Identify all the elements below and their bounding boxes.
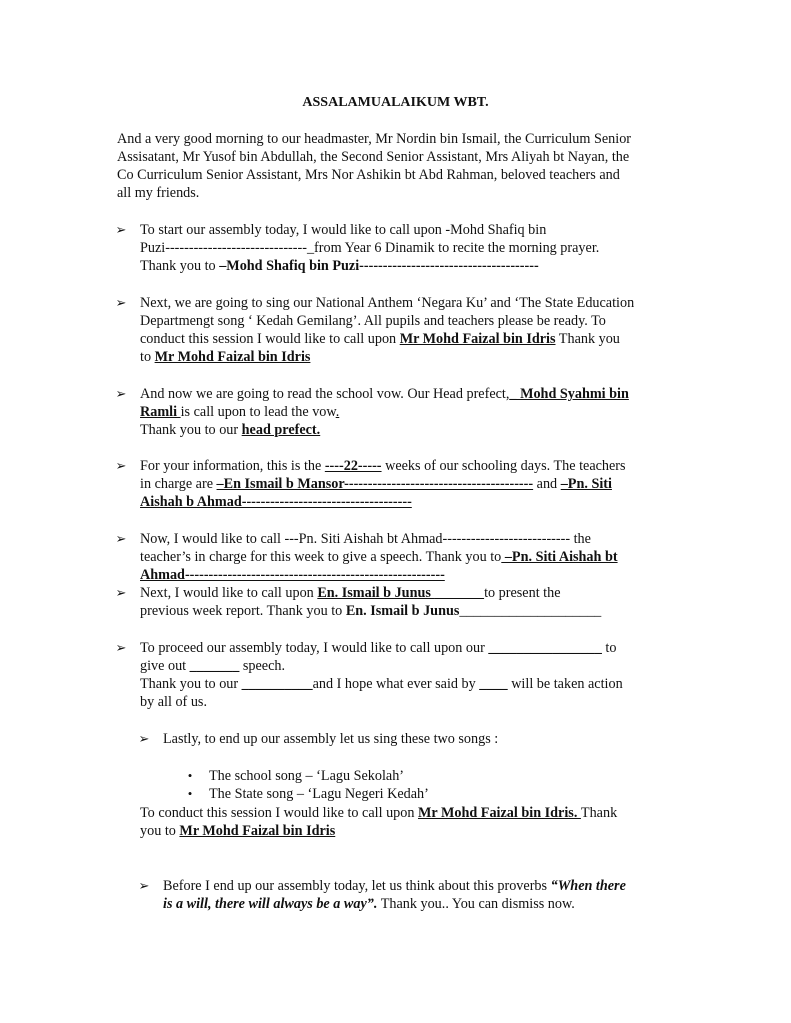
text: Before I end up our assembly today, let us think about this proverbs bbox=[163, 878, 551, 894]
text: Thank you to our bbox=[140, 422, 242, 438]
text: to bbox=[601, 640, 617, 656]
item-1-line-1: To start our assembly today, I would like to call upon -Mohd Shafiq bin bbox=[140, 222, 547, 238]
text: in charge are bbox=[140, 476, 217, 492]
head-prefect-label: head prefect. bbox=[241, 422, 321, 438]
bullet-dot-icon: • bbox=[187, 768, 193, 783]
text: to present the bbox=[484, 585, 561, 601]
text: previous week report. Thank you to bbox=[140, 603, 346, 619]
intro-line-1: And a very good morning to our headmaster, Mr Nordin bin Ismail, the Curriculum Senior bbox=[117, 131, 632, 147]
arrow-bullet-icon: ➢ bbox=[115, 222, 127, 237]
anthem-conductor-name: Mr Mohd Faizal bin Idris bbox=[154, 349, 311, 365]
speech-teacher-name: Ahmad------------------------------------------------------- bbox=[140, 567, 445, 583]
item-4-line-1 bbox=[140, 457, 626, 475]
text: For your information, this is the bbox=[140, 458, 325, 474]
report-teacher-name: En. Ismail b Junus bbox=[345, 603, 460, 619]
text: weeks of our schooling days. The teachers bbox=[381, 458, 626, 474]
intro-line-2: Assisatant, Mr Yusof bin Abdullah, the Second Senior Assistant, Mrs Aliyah bt Nayan, the bbox=[117, 149, 630, 165]
text: is call upon to lead the vow bbox=[180, 404, 336, 420]
text: you to bbox=[140, 823, 180, 839]
item-5-line-3 bbox=[140, 566, 445, 584]
item-3-line-1 bbox=[140, 385, 629, 403]
item-1-line-3 bbox=[140, 257, 539, 275]
item-4-line-3 bbox=[140, 493, 412, 511]
item-6-line-1 bbox=[140, 584, 561, 602]
teacher-in-charge-2: Aishah b Ahmad------------------------------------ bbox=[140, 494, 412, 510]
blank-line: ____________________ bbox=[459, 603, 602, 619]
arrow-bullet-icon: ➢ bbox=[138, 731, 150, 746]
blank-line: ____ bbox=[479, 676, 508, 692]
item-3-line-2 bbox=[140, 403, 339, 421]
text: To conduct this session I would like to call upon bbox=[140, 805, 418, 821]
song-1: The school song – ‘Lagu Sekolah’ bbox=[209, 768, 405, 784]
text: give out bbox=[140, 658, 190, 674]
item-7-line-2 bbox=[140, 657, 285, 675]
item-2-line-1: Next, we are going to sing our National Anthem ‘Negara Ku’ and ‘The State Education bbox=[140, 295, 635, 311]
text: And now we are going to read the school vow. Our Head prefect, bbox=[140, 386, 510, 402]
bullet-dot-icon: • bbox=[187, 786, 193, 801]
anthem-conductor-name: Mr Mohd Faizal bin Idris bbox=[399, 331, 556, 347]
item-9-line-2 bbox=[163, 895, 575, 913]
blank-line: _______ bbox=[189, 658, 240, 674]
text: Thank you bbox=[555, 331, 620, 347]
text: Thank you.. You can dismiss now. bbox=[377, 896, 575, 912]
prayer-reader-name: –Mohd Shafiq bin Puzi-------------------------------------- bbox=[219, 258, 539, 274]
text: and I hope what ever said by bbox=[312, 676, 480, 692]
head-prefect-name: _ Mohd Syahmi bin bbox=[509, 386, 629, 402]
text: Thank bbox=[580, 805, 618, 821]
item-7-line-1 bbox=[140, 639, 616, 657]
songs-conductor-name: Mr Mohd Faizal bin Idris bbox=[179, 823, 336, 839]
text: conduct this session I would like to call upon bbox=[140, 331, 400, 347]
speech-teacher-name: –Pn. Siti Aishah bt bbox=[501, 549, 618, 565]
text: to bbox=[140, 349, 155, 365]
report-teacher-name: En. Ismail b Junus bbox=[317, 585, 435, 601]
text: Thank you to our bbox=[140, 676, 242, 692]
item-1-line-2: Puzi------------------------------_from Year 6 Dinamik to recite the morning prayer. bbox=[140, 240, 600, 256]
teacher-in-charge-1: –En Ismail b Mansor---------------------------------------- bbox=[216, 476, 534, 492]
arrow-bullet-icon: ➢ bbox=[115, 295, 127, 310]
week-number: ----22----- bbox=[324, 458, 382, 474]
page-title: ASSALAMUALAIKUM WBT. bbox=[302, 95, 489, 110]
intro-line-3: Co Curriculum Senior Assistant, Mrs Nor Ashikin bt Abd Rahman, beloved teachers and bbox=[117, 167, 620, 183]
arrow-bullet-icon: ➢ bbox=[138, 878, 150, 893]
text: will be taken action bbox=[507, 676, 623, 692]
song-2: The State song – ‘Lagu Negeri Kedah’ bbox=[209, 786, 429, 802]
text: To proceed our assembly today, I would like to call upon our bbox=[140, 640, 489, 656]
blank-line bbox=[434, 585, 484, 601]
item-6-line-2 bbox=[140, 602, 601, 620]
intro-line-4: all my friends. bbox=[117, 185, 200, 201]
head-prefect-name: Ramli bbox=[140, 404, 181, 420]
item-2-line-4 bbox=[140, 348, 310, 366]
item-7-line-3 bbox=[140, 675, 623, 693]
proverb: is a will, there will always be a way”. bbox=[163, 896, 378, 912]
arrow-bullet-icon: ➢ bbox=[115, 640, 127, 655]
item-4-line-2 bbox=[140, 475, 612, 493]
item-8-line-3 bbox=[140, 822, 335, 840]
arrow-bullet-icon: ➢ bbox=[115, 386, 127, 401]
item-2-line-2: Departmengt song ‘ Kedah Gemilang’. All pupils and teachers please be ready. To bbox=[140, 313, 606, 329]
teacher-in-charge-2: –Pn. Siti bbox=[560, 476, 612, 492]
item-3-line-3 bbox=[140, 421, 320, 439]
item-5-line-1: Now, I would like to call ---Pn. Siti Aishah bt Ahmad--------------------------- the bbox=[140, 531, 591, 547]
arrow-bullet-icon: ➢ bbox=[115, 531, 127, 546]
blank-line: __________ bbox=[241, 676, 313, 692]
item-9-line-1 bbox=[163, 877, 626, 895]
text: teacher’s in charge for this week to give a speech. Thank you to bbox=[140, 549, 502, 565]
item-8-line-2 bbox=[140, 804, 617, 822]
text: . bbox=[335, 404, 340, 420]
item-7-line-4: by all of us. bbox=[140, 694, 207, 710]
blank-line: ________________ bbox=[488, 640, 602, 656]
arrow-bullet-icon: ➢ bbox=[115, 458, 127, 473]
text: Thank you to bbox=[140, 258, 220, 274]
proverb: “When there bbox=[550, 878, 626, 894]
item-5-line-2 bbox=[140, 548, 618, 566]
item-2-line-3 bbox=[140, 330, 620, 348]
item-8-line-1: Lastly, to end up our assembly let us sing these two songs : bbox=[163, 731, 499, 747]
text: and bbox=[533, 476, 561, 492]
text: speech. bbox=[239, 658, 286, 674]
songs-conductor-name: Mr Mohd Faizal bin Idris. bbox=[418, 805, 581, 821]
arrow-bullet-icon: ➢ bbox=[115, 585, 127, 600]
text: Next, I would like to call upon bbox=[140, 585, 318, 601]
